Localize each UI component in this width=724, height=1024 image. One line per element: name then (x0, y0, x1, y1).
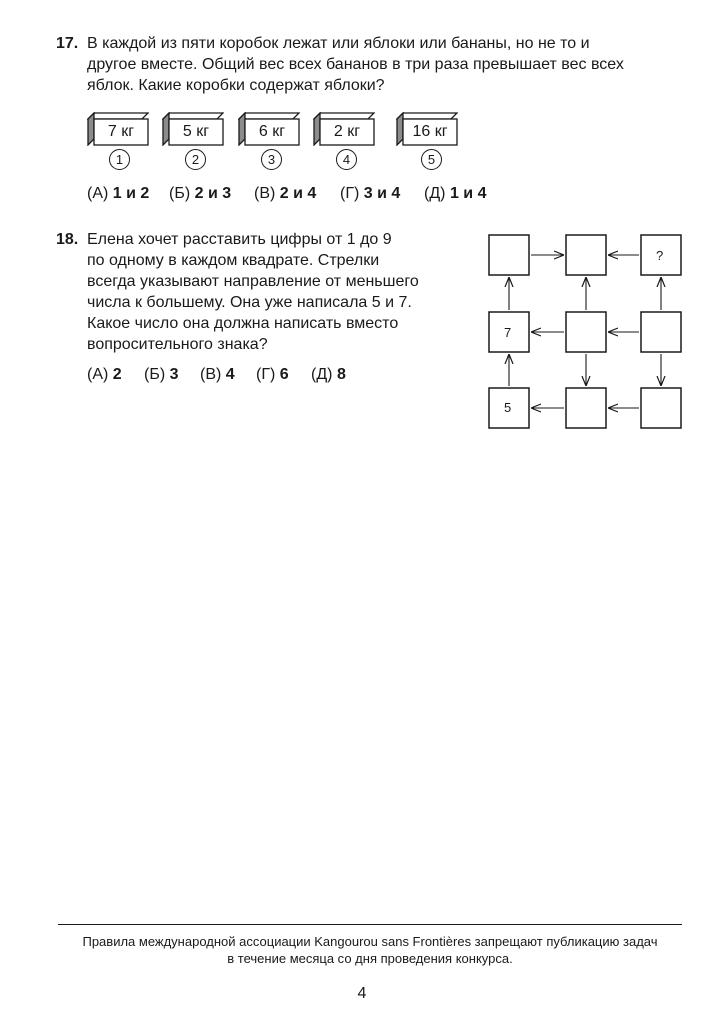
problem-17-text-line: В каждой из пяти коробок лежат или яблоки или бананы, но не то и (87, 35, 590, 52)
answer-value: 2 (112, 366, 122, 383)
answer-letter: (Г) (256, 366, 276, 383)
answer-value: 6 (279, 366, 289, 383)
answer-value: 1 и 4 (449, 185, 487, 202)
answer-letter: (А) (87, 366, 109, 383)
answer-letter: (Д) (311, 366, 333, 383)
answer-value: 3 (169, 366, 179, 383)
problem-18-number: 18. (56, 231, 79, 248)
grid-cell (566, 388, 606, 428)
answer-letter: (Г) (340, 185, 360, 202)
box-weight-label: 7 кг (107, 123, 135, 140)
answer-letter: (Д) (424, 185, 446, 202)
answer-letter: (В) (200, 366, 222, 383)
answer-letter: (Б) (169, 185, 191, 202)
box-index-circle: 1 (109, 149, 130, 170)
answer-value: 2 и 4 (279, 185, 317, 202)
problem-17-text-line: другое вместе. Общий вес всех бананов в три раза превышает вес всех (87, 56, 624, 73)
box-index-circle: 2 (185, 149, 206, 170)
answer-value: 3 и 4 (363, 185, 401, 202)
problem-18-text-line: числа к большему. Она уже написала 5 и 7. (87, 294, 412, 311)
page-number: 4 (357, 985, 367, 1002)
problem-18-text-line: всегда указывают направление от меньшего (87, 273, 419, 290)
answer-value: 1 и 2 (112, 185, 150, 202)
problem-18-text-line: Елена хочет расставить цифры от 1 до 9 (87, 231, 392, 248)
problem-17-text-line: яблок. Какие коробки содержат яблоки? (87, 77, 385, 94)
problem-17-number: 17. (56, 35, 79, 52)
grid-cell (641, 312, 681, 352)
answer-letter: (А) (87, 185, 109, 202)
answer-letter: (Б) (144, 366, 166, 383)
footer-note-line: в течение месяца со дня проведения конкурса. (227, 951, 513, 966)
cell-label-seven: 7 (504, 325, 512, 340)
grid-cell (489, 235, 529, 275)
answer-value: 4 (225, 366, 235, 383)
problem-18-text-line: вопросительного знака? (87, 336, 268, 353)
footer-divider (58, 924, 682, 925)
box-weight-label: 2 кг (333, 123, 361, 140)
grid-cell (566, 235, 606, 275)
grid-cell (641, 388, 681, 428)
cell-label-five: 5 (504, 400, 512, 415)
footer-note-line: Правила международной ассоциации Kangourou sans Frontières запрещают публикацию задач (82, 934, 658, 949)
box-index-circle: 5 (421, 149, 442, 170)
problem-18-text-line: Какое число она должна написать вместо (87, 315, 399, 332)
question-mark-label: ? (656, 248, 664, 263)
grid-cell (566, 312, 606, 352)
box-weight-label: 16 кг (412, 123, 448, 140)
answer-value: 8 (336, 366, 346, 383)
box-index-circle: 4 (336, 149, 357, 170)
box-weight-label: 6 кг (258, 123, 286, 140)
answer-letter: (В) (254, 185, 276, 202)
box-index-circle: 3 (261, 149, 282, 170)
problem-18-text-line: по одному в каждом квадрате. Стрелки (87, 252, 380, 269)
box-weight-label: 5 кг (182, 123, 210, 140)
answer-value: 2 и 3 (194, 185, 232, 202)
